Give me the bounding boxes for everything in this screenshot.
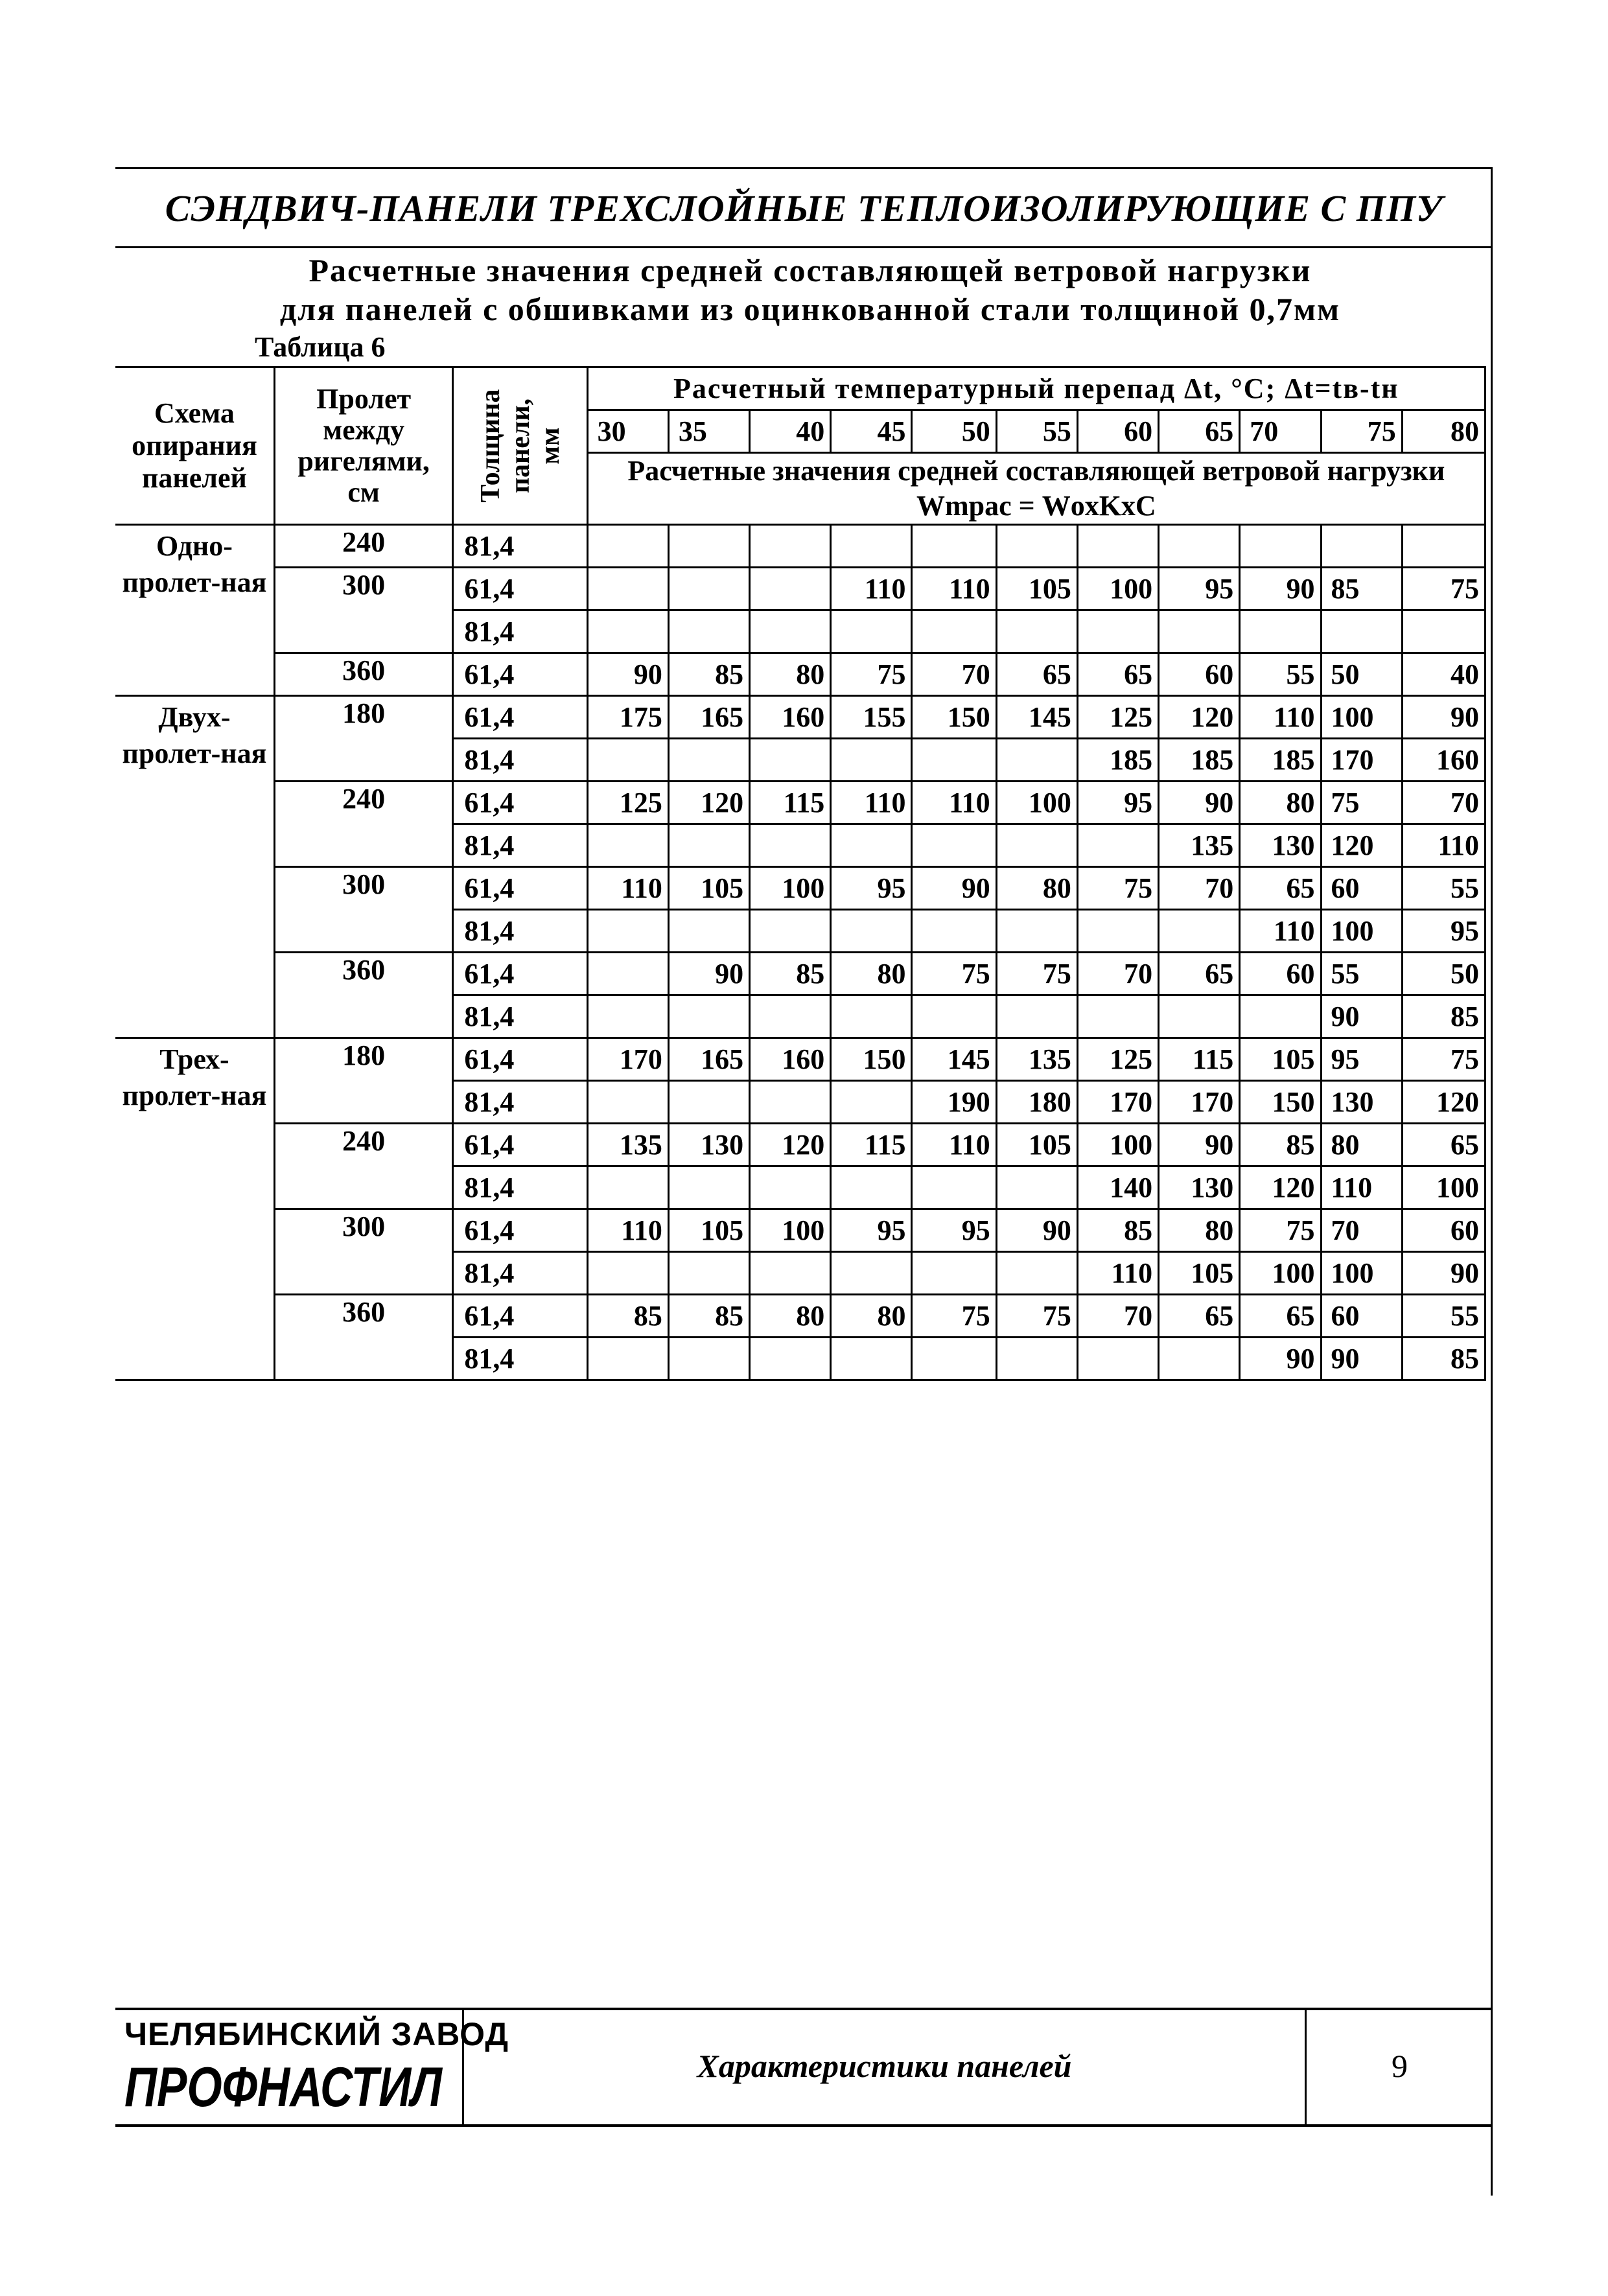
value-cell: 75 <box>1240 1209 1321 1252</box>
value-cell <box>1159 995 1240 1038</box>
span-cell: 240 <box>274 525 452 568</box>
value-cell <box>668 824 749 867</box>
value-cell <box>587 953 668 995</box>
value-cell: 95 <box>1159 568 1240 610</box>
value-cell: 120 <box>1321 824 1402 867</box>
value-cell <box>831 1252 912 1295</box>
value-cell: 60 <box>1321 867 1402 910</box>
value-cell: 75 <box>831 653 912 696</box>
value-cell: 130 <box>1240 824 1321 867</box>
thickness-cell: 61,4 <box>453 1209 587 1252</box>
value-cell: 135 <box>996 1038 1077 1081</box>
value-cell: 170 <box>1077 1081 1158 1124</box>
table-caption-line1: Расчетные значения средней составляющей ветровой нагрузки <box>309 252 1312 288</box>
value-cell <box>996 824 1077 867</box>
thickness-cell: 81,4 <box>453 1338 587 1380</box>
value-cell: 90 <box>668 953 749 995</box>
value-cell <box>831 739 912 782</box>
value-cell: 110 <box>1240 696 1321 739</box>
table-row <box>115 653 1486 696</box>
span-cell: 240 <box>274 1124 452 1209</box>
value-cell <box>587 910 668 953</box>
value-cell <box>996 910 1077 953</box>
table-row <box>115 1124 1486 1166</box>
value-cell: 95 <box>912 1209 996 1252</box>
header-divider <box>115 246 1493 248</box>
span-cell: 180 <box>274 1038 452 1124</box>
value-cell <box>750 1338 831 1380</box>
value-cell: 55 <box>1240 653 1321 696</box>
value-cell: 110 <box>831 568 912 610</box>
value-cell: 110 <box>912 782 996 824</box>
value-cell: 160 <box>1402 739 1485 782</box>
value-cell: 125 <box>587 782 668 824</box>
thickness-cell: 81,4 <box>453 1166 587 1209</box>
table-row <box>115 525 1486 568</box>
value-cell: 90 <box>912 867 996 910</box>
value-cell <box>912 610 996 653</box>
value-cell: 105 <box>668 867 749 910</box>
value-cell: 80 <box>831 1295 912 1338</box>
value-cell: 100 <box>1077 568 1158 610</box>
table-row <box>115 1038 1486 1081</box>
value-cell: 105 <box>1240 1038 1321 1081</box>
value-cell <box>996 739 1077 782</box>
thickness-cell: 81,4 <box>453 1252 587 1295</box>
thickness-cell: 61,4 <box>453 953 587 995</box>
value-cell: 110 <box>587 867 668 910</box>
value-cell: 70 <box>1077 1295 1158 1338</box>
thickness-cell: 61,4 <box>453 1124 587 1166</box>
value-cell: 65 <box>1159 953 1240 995</box>
value-cell: 70 <box>1159 867 1240 910</box>
value-cell: 170 <box>587 1038 668 1081</box>
value-cell: 135 <box>587 1124 668 1166</box>
value-cell: 80 <box>1159 1209 1240 1252</box>
value-cell: 175 <box>587 696 668 739</box>
thickness-cell: 61,4 <box>453 653 587 696</box>
value-cell <box>750 910 831 953</box>
value-cell: 95 <box>831 867 912 910</box>
value-cell: 65 <box>1159 1295 1240 1338</box>
value-cell <box>831 1166 912 1209</box>
schema-cell: Двух-пролет-ная <box>115 696 274 1038</box>
value-cell: 150 <box>912 696 996 739</box>
value-cell: 90 <box>587 653 668 696</box>
value-cell <box>750 1166 831 1209</box>
value-cell: 180 <box>996 1081 1077 1124</box>
thickness-cell: 61,4 <box>453 1038 587 1081</box>
footer <box>115 2008 1493 2196</box>
schema-cell: Трех-пролет-ная <box>115 1038 274 1380</box>
value-cell: 60 <box>1240 953 1321 995</box>
value-cell <box>1077 1338 1158 1380</box>
value-cell <box>1240 525 1321 568</box>
value-cell: 145 <box>996 696 1077 739</box>
value-cell: 100 <box>1402 1166 1485 1209</box>
value-cell: 190 <box>912 1081 996 1124</box>
value-cell: 65 <box>1240 1295 1321 1338</box>
value-cell: 135 <box>1159 824 1240 867</box>
value-cell <box>831 824 912 867</box>
footer-bottom-line <box>115 2124 1493 2127</box>
logo-text: ПРОФНАСТИЛ <box>124 2056 443 2118</box>
value-cell: 150 <box>831 1038 912 1081</box>
value-cell: 130 <box>668 1124 749 1166</box>
value-cell: 165 <box>668 696 749 739</box>
value-cell: 115 <box>831 1124 912 1166</box>
value-cell: 85 <box>668 653 749 696</box>
value-cell: 55 <box>1321 953 1402 995</box>
span-cell: 360 <box>274 653 452 696</box>
span-cell: 360 <box>274 953 452 1038</box>
value-cell: 80 <box>996 867 1077 910</box>
value-cell: 40 <box>1402 653 1485 696</box>
value-cell <box>750 568 831 610</box>
header-temp-30: 30 <box>587 410 668 453</box>
value-cell <box>1159 610 1240 653</box>
thickness-cell: 61,4 <box>453 1295 587 1338</box>
value-cell <box>750 739 831 782</box>
value-cell: 65 <box>1402 1124 1485 1166</box>
value-cell: 120 <box>1159 696 1240 739</box>
span-cell: 300 <box>274 867 452 953</box>
value-cell <box>831 995 912 1038</box>
value-cell: 65 <box>1240 867 1321 910</box>
value-cell: 125 <box>1077 1038 1158 1081</box>
value-cell: 145 <box>912 1038 996 1081</box>
value-cell <box>912 910 996 953</box>
value-cell: 95 <box>831 1209 912 1252</box>
header-temp-70: 70 <box>1240 410 1321 453</box>
value-cell <box>587 995 668 1038</box>
value-cell <box>831 910 912 953</box>
header-temp-65: 65 <box>1159 410 1240 453</box>
value-cell: 80 <box>831 953 912 995</box>
value-cell <box>1402 610 1485 653</box>
value-cell: 120 <box>750 1124 831 1166</box>
value-cell: 185 <box>1240 739 1321 782</box>
value-cell: 100 <box>1321 910 1402 953</box>
header-thickness <box>453 367 587 525</box>
table-row <box>115 568 1486 610</box>
value-cell <box>587 1252 668 1295</box>
value-cell <box>587 1166 668 1209</box>
header-temp-75: 75 <box>1321 410 1402 453</box>
value-cell: 50 <box>1402 953 1485 995</box>
section-title: Характеристики панелей <box>697 2048 1072 2084</box>
value-cell: 105 <box>996 568 1077 610</box>
value-cell: 70 <box>1402 782 1485 824</box>
value-cell: 90 <box>1159 782 1240 824</box>
value-cell: 85 <box>750 953 831 995</box>
value-cell <box>750 610 831 653</box>
value-cell: 85 <box>587 1295 668 1338</box>
thickness-cell: 61,4 <box>453 782 587 824</box>
value-cell: 75 <box>1321 782 1402 824</box>
value-cell <box>996 1338 1077 1380</box>
value-cell <box>587 610 668 653</box>
value-cell: 115 <box>750 782 831 824</box>
thickness-cell: 81,4 <box>453 995 587 1038</box>
value-cell: 115 <box>1159 1038 1240 1081</box>
value-cell <box>831 1081 912 1124</box>
value-cell <box>587 824 668 867</box>
table-row <box>115 1295 1486 1338</box>
value-cell <box>1321 610 1402 653</box>
value-cell: 75 <box>912 953 996 995</box>
header-temp-55: 55 <box>996 410 1077 453</box>
header-schema: Схема опирания панелей <box>115 367 274 525</box>
thickness-cell: 81,4 <box>453 610 587 653</box>
schema-cell: Одно-пролет-ная <box>115 525 274 696</box>
value-cell: 110 <box>912 568 996 610</box>
value-cell: 100 <box>1321 1252 1402 1295</box>
value-cell: 160 <box>750 1038 831 1081</box>
value-cell: 80 <box>1240 782 1321 824</box>
value-cell: 110 <box>1402 824 1485 867</box>
span-cell: 300 <box>274 1209 452 1295</box>
value-cell: 110 <box>1077 1252 1158 1295</box>
value-cell <box>996 610 1077 653</box>
value-cell: 120 <box>668 782 749 824</box>
value-cell <box>912 824 996 867</box>
value-cell: 105 <box>1159 1252 1240 1295</box>
value-cell <box>831 610 912 653</box>
value-cell: 70 <box>1077 953 1158 995</box>
value-cell: 165 <box>668 1038 749 1081</box>
thickness-cell: 61,4 <box>453 696 587 739</box>
value-cell <box>912 525 996 568</box>
value-cell: 60 <box>1159 653 1240 696</box>
value-cell: 185 <box>1159 739 1240 782</box>
thickness-cell: 81,4 <box>453 1081 587 1124</box>
value-cell: 105 <box>996 1124 1077 1166</box>
value-cell <box>668 1081 749 1124</box>
value-cell <box>996 995 1077 1038</box>
value-cell: 150 <box>1240 1081 1321 1124</box>
value-cell: 80 <box>1321 1124 1402 1166</box>
value-cell: 85 <box>1402 995 1485 1038</box>
value-cell <box>1240 610 1321 653</box>
value-cell: 170 <box>1321 739 1402 782</box>
value-cell <box>912 1252 996 1295</box>
thickness-cell: 81,4 <box>453 525 587 568</box>
company-name: ЧЕЛЯБИНСКИЙ ЗАВОД <box>124 2016 509 2052</box>
value-cell: 110 <box>1240 910 1321 953</box>
value-cell <box>668 995 749 1038</box>
value-cell <box>668 1252 749 1295</box>
value-cell <box>1077 525 1158 568</box>
header-temp-60: 60 <box>1077 410 1158 453</box>
value-cell: 70 <box>912 653 996 696</box>
value-cell: 140 <box>1077 1166 1158 1209</box>
table-row <box>115 782 1486 824</box>
span-cell: 240 <box>274 782 452 867</box>
value-cell: 130 <box>1321 1081 1402 1124</box>
table-row <box>115 953 1486 995</box>
value-cell <box>587 568 668 610</box>
value-cell <box>831 525 912 568</box>
thickness-cell: 81,4 <box>453 824 587 867</box>
table-caption-line2: для панелей с обшивками из оцинкованной стали толщиной 0,7мм <box>279 291 1341 327</box>
value-cell: 55 <box>1402 1295 1485 1338</box>
value-cell: 100 <box>1077 1124 1158 1166</box>
header-temperature-group: Расчетный температурный перепад Δt, °С; Δt=tв-tн <box>587 367 1485 410</box>
value-cell <box>1077 824 1158 867</box>
value-cell <box>1077 995 1158 1038</box>
thickness-cell: 61,4 <box>453 867 587 910</box>
value-cell: 50 <box>1321 653 1402 696</box>
value-cell: 65 <box>1077 653 1158 696</box>
value-cell: 100 <box>1240 1252 1321 1295</box>
value-cell <box>996 525 1077 568</box>
value-cell: 85 <box>668 1295 749 1338</box>
value-cell: 110 <box>912 1124 996 1166</box>
value-cell <box>1321 525 1402 568</box>
value-cell <box>750 824 831 867</box>
value-cell: 90 <box>1321 1338 1402 1380</box>
value-cell: 120 <box>1402 1081 1485 1124</box>
value-cell: 95 <box>1077 782 1158 824</box>
value-cell: 155 <box>831 696 912 739</box>
value-cell <box>668 1166 749 1209</box>
value-cell: 55 <box>1402 867 1485 910</box>
value-cell: 85 <box>1077 1209 1158 1252</box>
value-cell: 90 <box>1321 995 1402 1038</box>
thickness-cell: 81,4 <box>453 910 587 953</box>
value-cell <box>668 610 749 653</box>
value-cell: 85 <box>1402 1338 1485 1380</box>
value-cell: 90 <box>1240 1338 1321 1380</box>
header-span: Пролет между ригелями, см <box>274 367 452 525</box>
value-cell: 100 <box>1321 696 1402 739</box>
value-cell <box>587 1081 668 1124</box>
value-cell: 95 <box>1402 910 1485 953</box>
value-cell <box>587 525 668 568</box>
header-temp-45: 45 <box>831 410 912 453</box>
value-cell: 90 <box>1159 1124 1240 1166</box>
span-cell: 300 <box>274 568 452 653</box>
table-row <box>115 1209 1486 1252</box>
value-cell: 75 <box>996 1295 1077 1338</box>
value-cell <box>912 739 996 782</box>
value-cell <box>1077 910 1158 953</box>
value-cell: 105 <box>668 1209 749 1252</box>
value-cell: 85 <box>1321 568 1402 610</box>
value-cell: 60 <box>1402 1209 1485 1252</box>
value-cell: 65 <box>996 653 1077 696</box>
value-cell: 120 <box>1240 1166 1321 1209</box>
value-cell <box>831 1338 912 1380</box>
value-cell <box>912 995 996 1038</box>
value-cell <box>1240 995 1321 1038</box>
value-cell: 80 <box>750 1295 831 1338</box>
value-cell <box>996 1166 1077 1209</box>
value-cell: 100 <box>750 867 831 910</box>
value-cell <box>1077 610 1158 653</box>
table-row <box>115 867 1486 910</box>
value-cell <box>668 1338 749 1380</box>
value-cell: 90 <box>1402 1252 1485 1295</box>
table-label: Таблица 6 <box>255 331 386 363</box>
value-cell: 125 <box>1077 696 1158 739</box>
value-cell <box>1402 525 1485 568</box>
header-temp-50: 50 <box>912 410 996 453</box>
value-cell: 185 <box>1077 739 1158 782</box>
header-temp-35: 35 <box>668 410 749 453</box>
header-temp-80: 80 <box>1402 410 1485 453</box>
value-cell: 85 <box>1240 1124 1321 1166</box>
value-cell: 75 <box>912 1295 996 1338</box>
page-number: 9 <box>1392 2048 1408 2084</box>
value-cell <box>587 1338 668 1380</box>
value-cell <box>996 1252 1077 1295</box>
thickness-cell: 61,4 <box>453 568 587 610</box>
value-cell: 90 <box>996 1209 1077 1252</box>
value-cell: 160 <box>750 696 831 739</box>
value-cell: 75 <box>1077 867 1158 910</box>
value-cell <box>912 1338 996 1380</box>
value-cell <box>750 995 831 1038</box>
value-cell <box>750 525 831 568</box>
value-cell: 110 <box>831 782 912 824</box>
wind-load-table <box>115 366 1486 1381</box>
company-logo <box>124 2053 449 2118</box>
value-cell: 75 <box>1402 1038 1485 1081</box>
value-cell: 70 <box>1321 1209 1402 1252</box>
value-cell: 170 <box>1159 1081 1240 1124</box>
value-cell <box>750 1252 831 1295</box>
value-cell <box>1159 1338 1240 1380</box>
value-cell: 75 <box>1402 568 1485 610</box>
header-thickness-text: Толщина панели, мм <box>475 389 565 503</box>
table-row <box>115 696 1486 739</box>
value-cell <box>668 568 749 610</box>
value-cell: 110 <box>1321 1166 1402 1209</box>
header-temp-40: 40 <box>750 410 831 453</box>
value-cell: 90 <box>1240 568 1321 610</box>
value-cell: 100 <box>750 1209 831 1252</box>
value-cell <box>912 1166 996 1209</box>
value-cell <box>668 910 749 953</box>
span-cell: 180 <box>274 696 452 782</box>
value-cell: 80 <box>750 653 831 696</box>
value-cell: 90 <box>1402 696 1485 739</box>
document-title: СЭНДВИЧ-ПАНЕЛИ ТРЕХСЛОЙНЫЕ ТЕПЛОИЗОЛИРУЮЩИЕ С ППУ <box>165 187 1443 229</box>
value-cell: 95 <box>1321 1038 1402 1081</box>
value-cell <box>587 739 668 782</box>
value-cell: 100 <box>996 782 1077 824</box>
value-cell: 60 <box>1321 1295 1402 1338</box>
value-cell <box>1159 525 1240 568</box>
value-cell <box>668 525 749 568</box>
thickness-cell: 81,4 <box>453 739 587 782</box>
value-cell <box>1159 910 1240 953</box>
value-cell: 130 <box>1159 1166 1240 1209</box>
value-cell <box>750 1081 831 1124</box>
value-cell: 110 <box>587 1209 668 1252</box>
span-cell: 360 <box>274 1295 452 1380</box>
value-cell: 75 <box>996 953 1077 995</box>
header-values: Расчетные значения средней составляющей ветровой нагрузки Wmрас = WоxKxC <box>587 453 1485 525</box>
value-cell <box>668 739 749 782</box>
